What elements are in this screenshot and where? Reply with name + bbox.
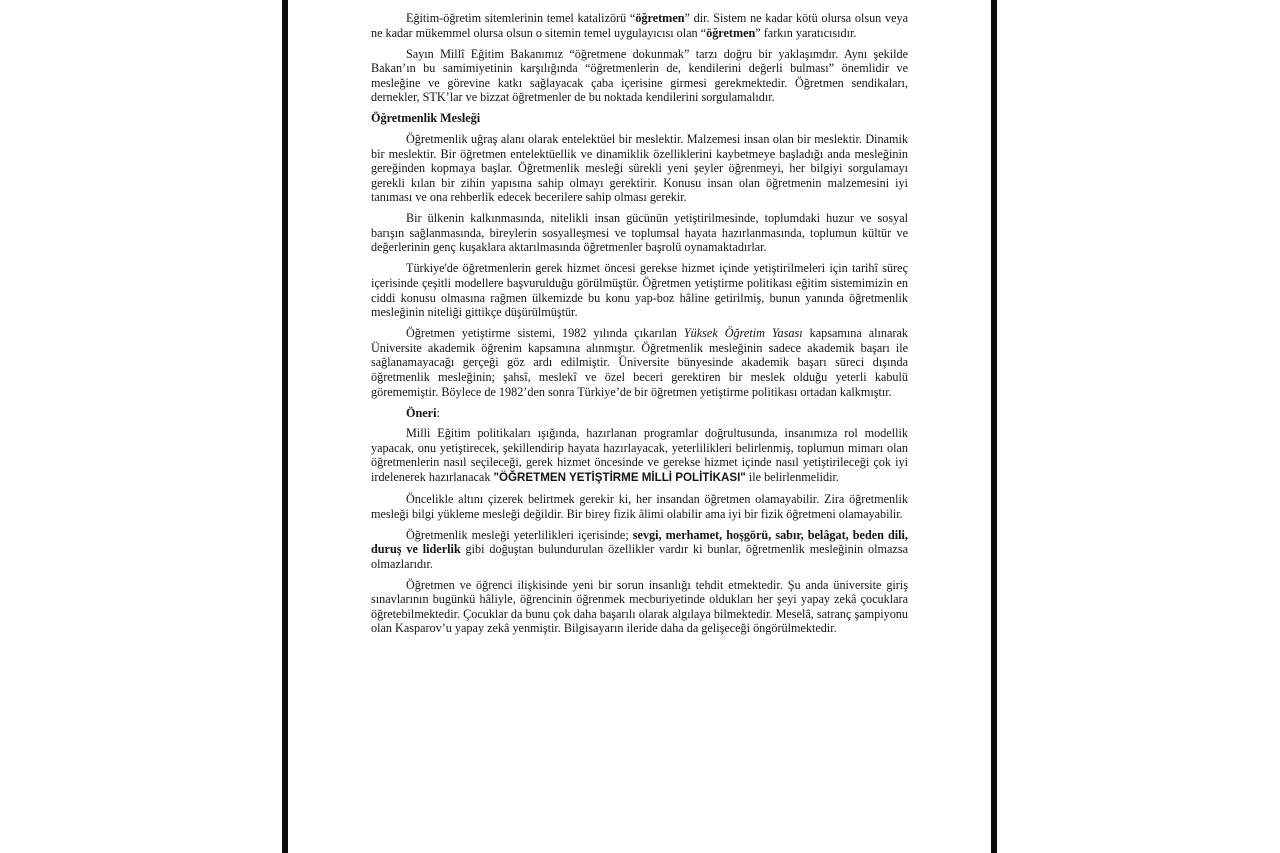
paragraph-turkey-history: Türkiye'de öğretmenlerin gerek hizmet öncesi gerekse hizmet içinde yetiştirilmeleri için tarihî süreç içerisinde çeşitli modellere başvurulduğu görülmüştür. Öğretmen yetiştirme politikası eğitim sistemimizin en ciddi konusu olmasına rağmen ülkemizde bu konu yap-boz hâline getirilmiş, bunun yanında öğretmenlik mesleğinin niteliği gittikçe düşürülmüştür.	[371, 261, 908, 320]
bold-term-teacher: öğretmen	[706, 25, 756, 40]
paragraph-minister: Sayın Millî Eğitim Bakanımız “öğretmene dokunmak” tarzı doğru bir yaklaşımdır. Aynı şekilde Bakan’ın bu samimiyetinin karşılığında “öğretmenlerin de, kendilerini değerli bulması” önemlidir ve mesleğine ve görevine katkı sağlayacak çaba içerisine girmesi gerekmektedir. Öğretmen sendikaları, dernekler, STK’lar ve bizzat öğretmenler de bu noktada kendilerini sorgulamalıdır.	[371, 46, 908, 105]
bold-term-teacher: öğretmen	[635, 11, 685, 25]
paragraph-1982-system: Öğretmen yetiştirme sistemi, 1982 yılında çıkarılan Yüksek Öğretim Yasası kapsamına alınarak Üniversite akademik öğrenim kapsamına alınmıştır. Öğretmenlik mesleğinin sadece akademik başarı ile sağlanamayacağı gerçeği göz ardı edilmiştir. Üniversite bünyesinde akademik başarı süreci dışında öğretmenlik mesleğinin; şahsî, meslekî ve özel beceri gerektiren bir meslek olduğu yeterli kabulü görememiştir. Böylece de 1982’den sonra Türkiye’de bir öğretmen yetiştirme politikası ortadan kalkmıştır.	[371, 326, 908, 399]
right-border-bar	[991, 0, 997, 853]
paragraph-not-everyone: Öncelikle altını çizerek belirtmek gerekir ki, her insandan öğretmen olamayabilir. Zira öğretmenlik mesleği bilgi yükleme mesleği değildir. Bir birey fizik âlimi olabilir ama iyi bir fizik öğretmeni olamayabilir.	[371, 491, 908, 521]
paragraph-ai-threat: Öğretmen ve öğrenci ilişkisinde yeni bir sorun insanlığı tehdit etmektedir. Şu anda üniversite giriş sınavlarının bugünkü hâliyle, öğrencinin öğrenmek mecburiyetinde oldukları her şeyi yapay zekâ çocuklara öğretebilmektedir. Çocuklar da bunu çok daha başarılı olarak algılaya bilmektedir. Meselâ, satranç şampiyonu olan Kasparov’u yapay zekâ yenmiştir. Bilgisayarın ileride daha da gelişeceği öngörülmektedir.	[371, 577, 908, 636]
policy-name-emphasis: "ÖĞRETMEN YETİŞTİRME MİLLİ POLİTİKASI"	[493, 470, 746, 484]
paragraph-proposal: Milli Eğitim politikaları ışığında, hazırlanan programlar doğrultusunda, insanımıza rol modellik yapacak, onu yetiştirecek, şekillendirip hayata hazırlayacak, yeterlilikleri belirlenmiş, toplumun mimarı olan öğretmenlerin nasıl seçileceği, gerek hizmet öncesinde ve gerekse hizmet içinde nasıl yetiştirileceği çok iyi irdelenerek hazırlanacak "ÖĞRETMEN YETİŞTİRME MİLLİ POLİTİKASI" ile belirlenmelidir.	[371, 426, 908, 484]
bold-competency-list: sevgi, merhamet, hoşgörü, sabır, belâgat, beden dili, duruş ve liderlik	[371, 527, 908, 557]
section-heading-proposal: Öneri:	[406, 405, 440, 420]
section-heading-profession: Öğretmenlik Mesleği	[371, 111, 481, 126]
italic-law-name: Yüksek Öğretim Yasası	[683, 326, 803, 341]
paragraph-profession-definition: Öğretmenlik uğraş alanı olarak entelektüel bir meslektir. Malzemesi insan olan bir meslektir. Dinamik bir meslektir. Bir öğretmen entelektüellik ve dinamiklik özelliklerini kaybetmeye başladığı anda mesleğinin gereğinden kopmaya başlar. Öğretmenlik mesleği sürekli yeni şeyler öğrenmeyi, her bilgiyi sorgulamayı gerekli kılan bir zihin yapısına sahip olmayı gerektirir. Konusu insan olan öğretmenin malzemesini iyi tanıması ve ona rehberlik edecek becerilere sahip olması gerekir.	[371, 131, 908, 205]
document-sheet	[288, 0, 991, 853]
document-body	[371, 11, 908, 642]
paragraph-competencies: Öğretmenlik mesleği yeterlilikleri içerisinde; sevgi, merhamet, hoşgörü, sabır, belâgat, beden dili, duruş ve liderlik gibi doğuştan bulundurulan özellikler vardır ki bunlar, öğretmenlik mesleğinin olmazsa olmazlarıdır.	[371, 527, 908, 571]
paragraph-country-development: Bir ülkenin kalkınmasında, nitelikli insan gücünün yetiştirilmesinde, toplumdaki huzur ve sosyal barışın sağlanmasında, bireylerin sosyalleşmesi ve toplumsal hayata hazırlanmasında, toplumun kültür ve değerlerinin genç kuşaklara aktarılmasında öğretmenler başrolü oynamaktadırlar.	[371, 211, 908, 255]
paragraph-catalyst: Eğitim-öğretim sitemlerinin temel katalizörü “öğretmen” dir. Sistem ne kadar kötü olursa olsun veya ne kadar mükemmel olursa olsun o sitemin temel uygulayıcısı olan “öğretmen” farkın yaratıcısıdır.	[371, 11, 908, 40]
